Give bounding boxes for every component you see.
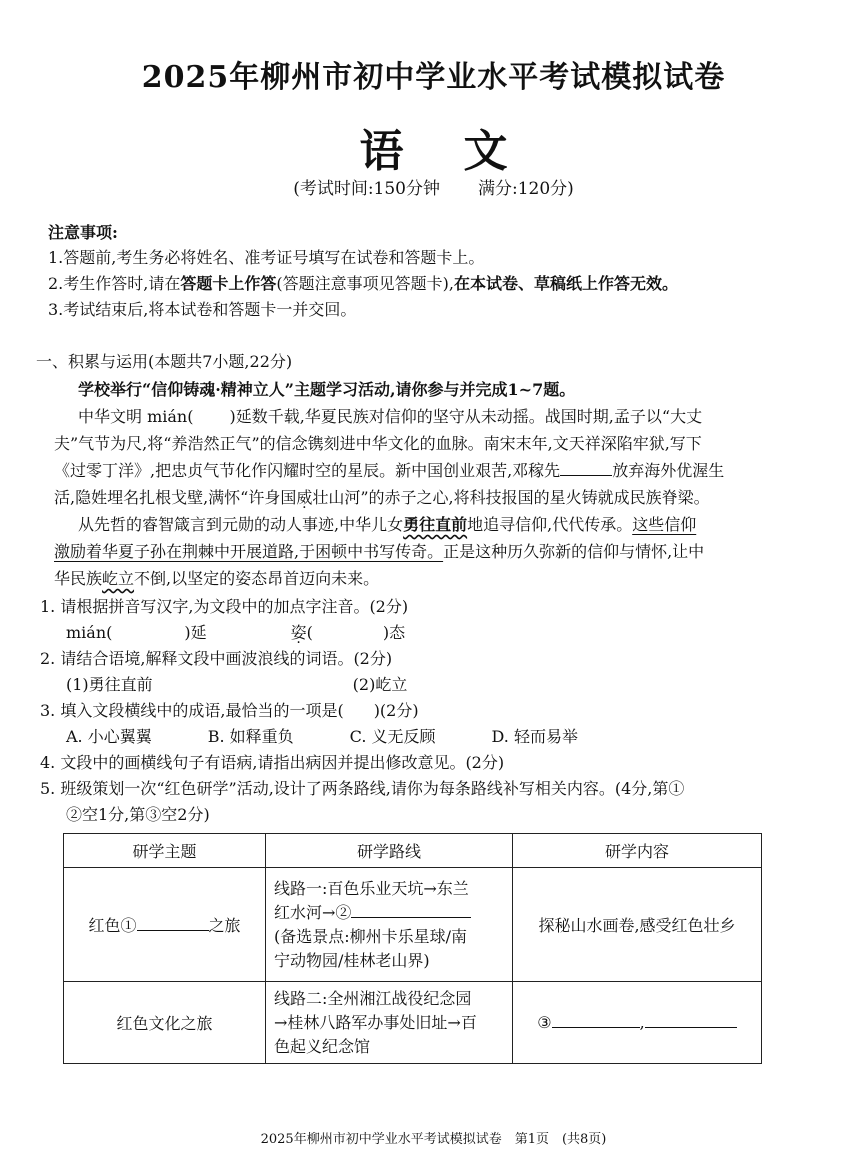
wavy-word-2: 屹立 <box>102 569 135 588</box>
wavy-word-1: 勇往直前 <box>403 515 468 534</box>
passage-text: )延数千载,华夏民族对信仰的坚守从未动摇。战国时期,孟子以“大丈 <box>229 407 703 426</box>
option-c: C. 义无反顾 <box>349 727 436 746</box>
route-text: 线路二:全州湘江战役纪念园 <box>274 988 472 1008</box>
answer-label: )态 <box>382 623 406 642</box>
content-cell: 探秘山水画卷,感受红色壮乡 <box>513 868 762 982</box>
answer-label: )延 <box>184 623 207 642</box>
route-text: 线路一:百色乐业天坑→东兰 <box>274 878 469 898</box>
question-2-items <box>66 674 856 696</box>
notice-heading: 注意事项: <box>48 223 118 242</box>
table-header: 研学路线 <box>266 834 513 868</box>
theme-text: 红色① <box>88 916 137 935</box>
dotted-char: 威 <box>296 488 313 507</box>
passage-text: 从先哲的睿智箴言到元勋的动人事迹,中华儿女 <box>78 515 404 534</box>
exam-title: 2025年柳州市初中学业水平考试模拟试卷 <box>141 60 726 95</box>
route-text: 色起义纪念馆 <box>274 1036 371 1056</box>
content-label: ③ <box>537 1013 552 1032</box>
answer-label: mián( <box>66 623 113 642</box>
underlined-sentence-start: 这些信仰 <box>632 515 697 534</box>
dotted-char: 姿 <box>290 623 307 642</box>
subject-char-2: 文 <box>463 126 508 177</box>
section-intro: 学校举行“信仰铸魂·精神立人”主题学习活动,请你参与并完成1~7题。 <box>78 380 576 399</box>
notice-item-3: 3.考试结束后,将本试卷和答题卡一并交回。 <box>48 300 357 319</box>
question-text: 3. 填入文段横线中的成语,最恰当的一项是( <box>40 701 344 720</box>
passage-text: 地追寻信仰,代代传承。 <box>467 515 633 534</box>
answer-label: ( <box>306 623 313 642</box>
passage-text: 正是这种历久弥新的信仰与情怀,让中 <box>443 542 705 561</box>
question-5-line-2: ②空1分,第③空2分) <box>66 805 210 824</box>
option-text: (1)勇往直前 <box>66 675 153 694</box>
table-header: 研学主题 <box>64 834 266 868</box>
table-header-row <box>64 834 762 868</box>
subject-char-1: 语 <box>359 126 404 177</box>
notice-item-1: 1.答题前,考生务必将姓名、准考证号填写在试卷和答题卡上。 <box>48 248 485 267</box>
passage-line-5 <box>78 514 867 536</box>
blank-2[interactable] <box>351 903 471 918</box>
blank-3b[interactable] <box>645 1013 737 1028</box>
notice-item-2-part-c: (答题注意事项见答题卡), <box>276 274 454 293</box>
passage-line-6 <box>54 541 844 563</box>
passage-text: 放弃海外优渥生 <box>612 461 725 480</box>
passage-text: 华民族 <box>54 569 103 588</box>
theme-text: 之旅 <box>208 916 241 935</box>
content-label: , <box>639 1013 645 1032</box>
notice-item-2-part-a: 2.考生作答时,请在 <box>48 274 181 293</box>
option-d: D. 轻而易举 <box>491 727 578 746</box>
route-text: 红水河→② <box>274 902 352 922</box>
subject-title <box>0 115 867 179</box>
idiom-blank <box>560 461 612 476</box>
table-row <box>64 982 762 1064</box>
question-5-line-1: 5. 班级策划一次“红色研学”活动,设计了两条路线,请你为每条路线补写相关内容。(4分,第① <box>40 779 685 798</box>
notice-item-2-part-b: 答题卡上作答 <box>180 274 277 293</box>
route-text: 宁动物园/桂林老山界) <box>274 950 430 970</box>
question-3 <box>40 700 830 722</box>
passage-text: 《过零丁洋》,把忠贞气节化作闪耀时空的星辰。新中国创业艰苦,邓稼先 <box>54 461 561 480</box>
theme-cell: 红色文化之旅 <box>64 982 266 1064</box>
question-text: )(2分) <box>373 701 419 720</box>
table-header: 研学内容 <box>513 834 762 868</box>
passage-text: 壮山河”的赤子之心,将科技报国的星火铸就成民族脊梁。 <box>312 488 710 507</box>
route-cell <box>266 868 513 982</box>
question-2: 2. 请结合语境,解释文段中画波浪线的词语。(2分) <box>40 649 393 668</box>
blank-3a[interactable] <box>552 1013 640 1028</box>
passage-line-4 <box>54 487 844 509</box>
passage-text: 中华文明 mián( <box>78 407 194 426</box>
option-b: B. 如释重负 <box>207 727 294 746</box>
underlined-sentence: 激励着华夏子孙在荆棘中开展道路,于困顿中书写传奇。 <box>54 542 444 561</box>
option-text: (2)屹立 <box>352 675 408 694</box>
question-1-answers <box>66 622 856 644</box>
exam-score: 满分:120分) <box>478 179 574 199</box>
passage-line-2: 夫”气节为尺,将“养浩然正气”的信念镌刻进中华文化的血脉。南宋末年,文天祥深陷牢狱,写下 <box>54 434 702 453</box>
exam-info <box>0 174 867 199</box>
content-cell <box>513 982 762 1064</box>
blank-1[interactable] <box>137 916 209 931</box>
route-cell <box>266 982 513 1064</box>
page-footer: 2025年柳州市初中学业水平考试模拟试卷 第1页 (共8页) <box>260 1132 607 1147</box>
exam-time: (考试时间:150分钟 <box>293 179 440 199</box>
notice-item-2-part-d: 在本试卷、草稿纸上作答无效。 <box>453 274 678 293</box>
passage-text: 活,隐姓埋名扎根戈壁,满怀“许身国 <box>54 488 297 507</box>
section-heading: 一、积累与运用(本题共7小题,22分) <box>36 352 293 371</box>
theme-cell <box>64 868 266 982</box>
study-route-table <box>63 833 762 1064</box>
route-line-with-blank <box>274 901 504 925</box>
question-3-options <box>66 726 856 748</box>
passage-text: 不倒,以坚定的姿态昂首迈向未来。 <box>134 569 380 588</box>
option-a: A. 小心翼翼 <box>66 727 152 746</box>
route-text: (备选景点:柳州卡乐星球/南 <box>274 926 468 946</box>
route-text: →桂林八路军办事处旧址→百 <box>274 1012 477 1032</box>
table-row <box>64 868 762 982</box>
notice-item-2 <box>48 273 838 295</box>
passage-line-1 <box>78 406 867 428</box>
passage-line-3 <box>54 460 844 482</box>
passage-line-7 <box>54 568 844 590</box>
question-4: 4. 文段中的画横线句子有语病,请指出病因并提出修改意见。(2分) <box>40 753 505 772</box>
question-1: 1. 请根据拼音写汉字,为文段中的加点字注音。(2分) <box>40 597 409 616</box>
